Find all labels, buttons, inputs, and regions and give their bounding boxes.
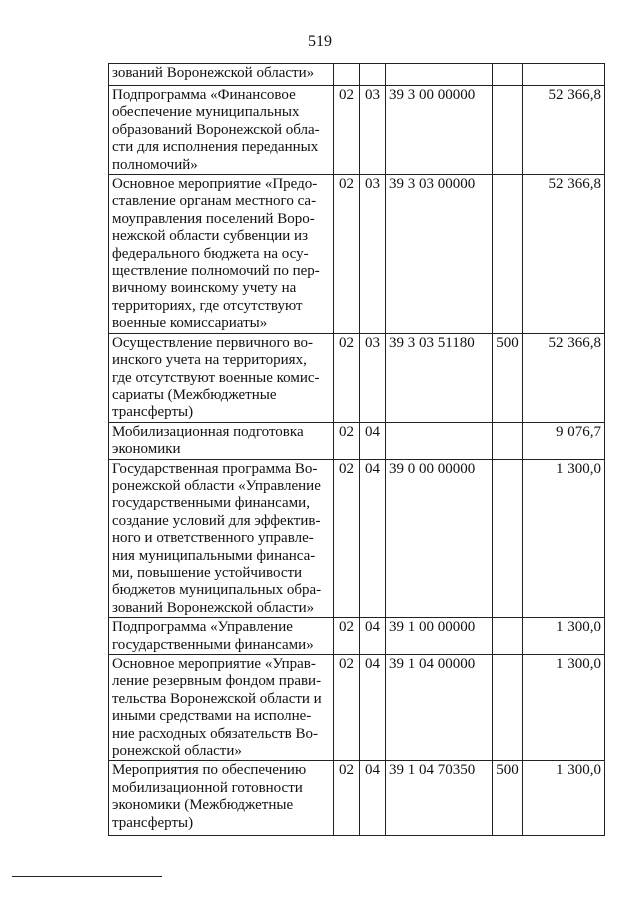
amount-cell: 52 366,8	[523, 175, 605, 334]
amount-cell: 1 300,0	[523, 618, 605, 655]
amount-cell: 1 300,0	[523, 655, 605, 761]
amount-cell: 9 076,7	[523, 422, 605, 459]
row-name-cell: Подпрограмма «Управление государственными финансами»	[109, 618, 334, 655]
subsection-code-cell: 03	[360, 333, 386, 422]
subsection-code-cell: 03	[360, 175, 386, 334]
subsection-code-cell: 04	[360, 655, 386, 761]
expense-type-cell	[493, 655, 523, 761]
target-article-cell	[386, 422, 493, 459]
expense-type-cell	[493, 422, 523, 459]
budget-table	[108, 63, 605, 836]
amount-cell: 1 300,0	[523, 761, 605, 836]
subsection-code-cell: 04	[360, 618, 386, 655]
table-row	[109, 761, 605, 836]
page-number: 519	[308, 33, 332, 50]
table-row	[109, 655, 605, 761]
table-row	[109, 333, 605, 422]
target-article-cell: 39 1 00 00000	[386, 618, 493, 655]
expense-type-cell	[493, 175, 523, 334]
expense-type-cell	[493, 618, 523, 655]
section-code-cell: 02	[334, 618, 360, 655]
subsection-code-cell: 04	[360, 422, 386, 459]
subsection-code-cell: 04	[360, 761, 386, 836]
subsection-code-cell: 03	[360, 86, 386, 175]
target-article-cell: 39 1 04 70350	[386, 761, 493, 836]
target-article-cell	[386, 64, 493, 86]
row-name-cell: Осуществление первичного во-инского учета на территориях, где отсутствуют военные комис-сариаты (Межбюджетные трансферты)	[109, 333, 334, 422]
expense-type-cell: 500	[493, 761, 523, 836]
target-article-cell: 39 3 03 51180	[386, 333, 493, 422]
table-row	[109, 86, 605, 175]
section-code-cell: 02	[334, 422, 360, 459]
target-article-cell: 39 3 03 00000	[386, 175, 493, 334]
amount-cell: 52 366,8	[523, 86, 605, 175]
table-row	[109, 422, 605, 459]
subsection-code-cell: 04	[360, 459, 386, 618]
row-name-cell: зований Воронежской области»	[109, 64, 334, 86]
target-article-cell: 39 3 00 00000	[386, 86, 493, 175]
row-name-cell: Основное мероприятие «Предо-ставление органам местного са-моуправления поселений Воро-нежской области субвенции из федерального бюджета на осу-ществление полномочий по пер-вичному воинскому учету на территориях, где отсутствуют военные комиссариаты»	[109, 175, 334, 334]
table-row	[109, 618, 605, 655]
section-code-cell: 02	[334, 333, 360, 422]
section-code-cell: 02	[334, 761, 360, 836]
target-article-cell: 39 1 04 00000	[386, 655, 493, 761]
amount-cell: 52 366,8	[523, 333, 605, 422]
expense-type-cell: 500	[493, 333, 523, 422]
table-row	[109, 64, 605, 86]
expense-type-cell	[493, 459, 523, 618]
section-code-cell: 02	[334, 655, 360, 761]
row-name-cell: Мероприятия по обеспечению мобилизационной готовности экономики (Межбюджетные трансферты)	[109, 761, 334, 836]
row-name-cell: Подпрограмма «Финансовое обеспечение муниципальных образований Воронежской обла-сти для исполнения переданных полномочий»	[109, 86, 334, 175]
row-name-cell: Мобилизационная подготовка экономики	[109, 422, 334, 459]
section-code-cell: 02	[334, 175, 360, 334]
table-row	[109, 459, 605, 618]
row-name-cell: Государственная программа Во-ронежской области «Управление государственными финансами, создание условий для эффектив-ного и ответственного управле-ния муниципальными финанса-ми, повышение устойчивости бюджетов муниципальных обра-зований Воронежской области»	[109, 459, 334, 618]
section-code-cell: 02	[334, 86, 360, 175]
expense-type-cell	[493, 64, 523, 86]
section-code-cell	[334, 64, 360, 86]
amount-cell	[523, 64, 605, 86]
amount-cell: 1 300,0	[523, 459, 605, 618]
row-name-cell: Основное мероприятие «Управ-ление резервным фондом прави-тельства Воронежской области и иными средствами на исполне-ние расходных обязательств Во-ронежской области»	[109, 655, 334, 761]
target-article-cell: 39 0 00 00000	[386, 459, 493, 618]
expense-type-cell	[493, 86, 523, 175]
budget-table-body	[109, 64, 605, 836]
table-row	[109, 175, 605, 334]
subsection-code-cell	[360, 64, 386, 86]
section-code-cell: 02	[334, 459, 360, 618]
footnote-divider	[12, 876, 162, 877]
